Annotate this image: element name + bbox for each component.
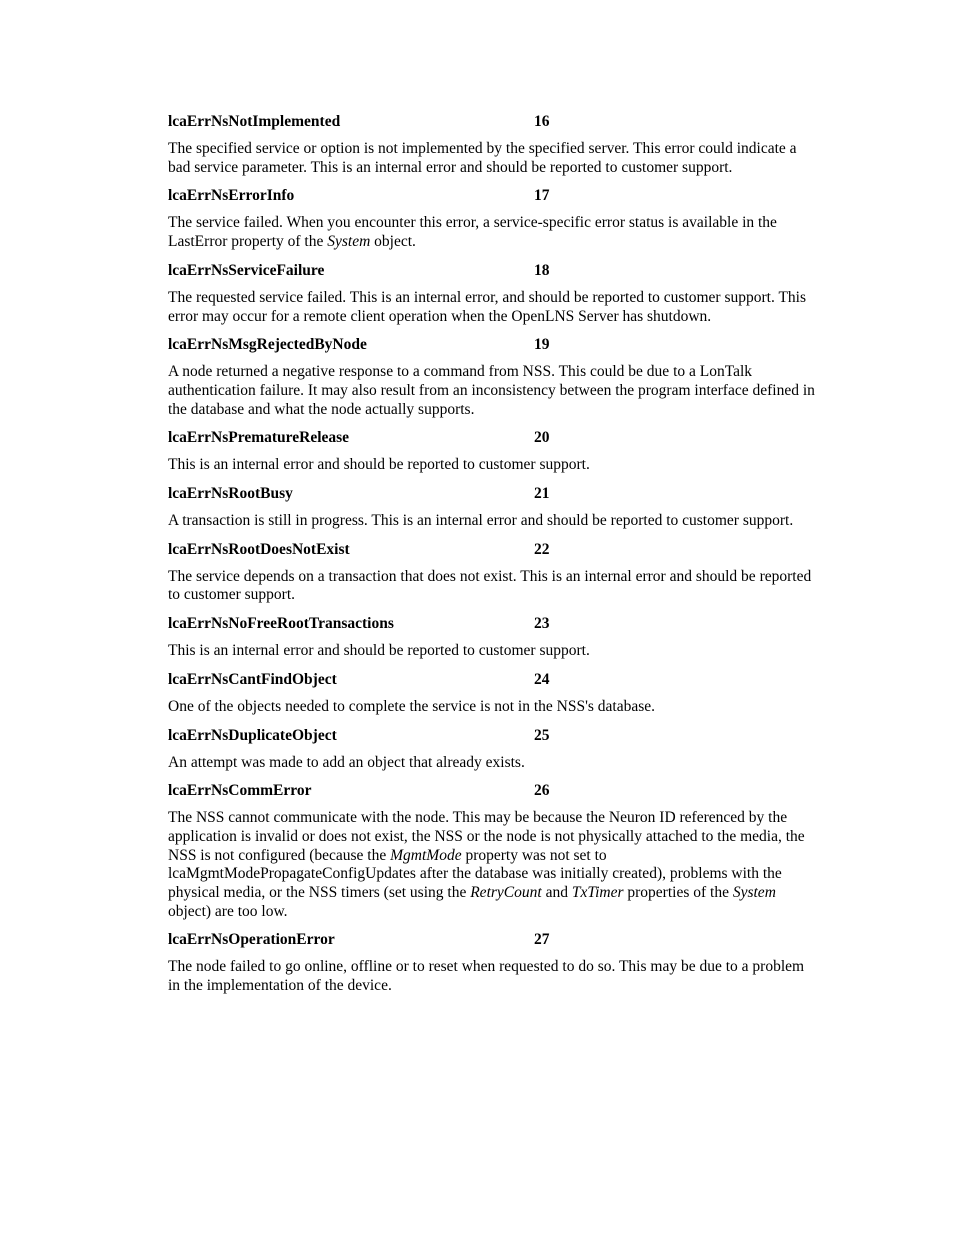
- error-description: [168, 512, 818, 531]
- error-description: [168, 642, 818, 661]
- error-code: 17: [534, 187, 550, 205]
- description-text: The service failed. When you encounter this error, a service-specific error status is available in the LastError property of the: [168, 214, 777, 251]
- error-name: lcaErrNsNotImplemented: [168, 113, 341, 130]
- error-code: 24: [534, 670, 550, 688]
- object-reference: System: [732, 884, 776, 902]
- error-entry-heading: [168, 614, 818, 633]
- error-entry: [168, 261, 818, 326]
- error-description: [168, 140, 818, 177]
- description-text: A node returned a negative response to a command from NSS. This could be due to a LonTalk authentication failure. It may also result from an inconsistency between the program interface defined in the database and what the node actually supports.: [168, 363, 815, 418]
- error-entry-heading: [168, 186, 818, 205]
- error-code: 25: [534, 726, 550, 744]
- object-reference: TxTimer: [571, 884, 624, 902]
- description-text: This is an internal error and should be reported to customer support.: [168, 456, 590, 474]
- error-name: lcaErrNsErrorInfo: [168, 187, 295, 205]
- error-description: [168, 568, 818, 605]
- error-description: [168, 958, 818, 995]
- description-text: The service depends on a transaction that does not exist. This is an internal error and should be reported to customer support.: [168, 567, 812, 604]
- error-description: [168, 456, 818, 475]
- description-text: The NSS cannot communicate with the node. This may be because the Neuron ID referenced by the application is invalid or does not exist, the NSS or the node is not physically attached to the media, the NSS is not configured (because the: [168, 809, 805, 864]
- error-name: lcaErrNsPrematureRelease: [168, 429, 350, 447]
- error-code: 19: [534, 336, 550, 354]
- error-name: lcaErrNsServiceFailure: [168, 261, 325, 279]
- error-name: lcaErrNsCommError: [168, 782, 312, 800]
- error-entry: [168, 335, 818, 419]
- description-text: The node failed to go online, offline or to reset when requested to do so. This may be due to a problem in the implementation of the device.: [168, 958, 805, 995]
- description-text: The specified service or option is not implemented by the specified server. This error could indicate a bad service parameter. This is an internal error and should be reported to customer support.: [168, 140, 797, 176]
- error-name: lcaErrNsNoFreeRootTransactions: [168, 615, 394, 633]
- description-text: and: [541, 884, 572, 902]
- error-entry-heading: [168, 670, 818, 689]
- error-code: 27: [534, 931, 550, 949]
- error-entry-heading: [168, 112, 818, 131]
- error-entry-heading: [168, 335, 818, 354]
- error-code-list: [168, 112, 818, 1005]
- description-text: This is an internal error and should be reported to customer support.: [168, 642, 590, 660]
- error-entry-heading: [168, 484, 818, 503]
- error-entry: [168, 614, 818, 661]
- error-name: lcaErrNsOperationError: [168, 931, 335, 949]
- error-name: lcaErrNsMsgRejectedByNode: [168, 336, 367, 354]
- error-entry-heading: [168, 428, 818, 447]
- description-text: One of the objects needed to complete the service is not in the NSS's database.: [168, 697, 656, 715]
- error-name: lcaErrNsDuplicateObject: [168, 726, 337, 744]
- error-entry-heading: [168, 781, 818, 800]
- error-description: [168, 754, 818, 773]
- description-text: property was not set to lcaMgmtModePropagateConfigUpdates after the database was initially created), problems with the physical media, or the NSS timers (set using the: [168, 846, 782, 902]
- error-name: lcaErrNsRootDoesNotExist: [168, 540, 350, 558]
- error-entry: [168, 930, 818, 995]
- error-description: [168, 698, 818, 717]
- error-entry-heading: [168, 261, 818, 280]
- description-text: properties of the: [623, 884, 733, 902]
- object-reference: MgmtMode: [390, 846, 462, 864]
- error-entry-heading: [168, 540, 818, 559]
- error-description: [168, 214, 818, 251]
- error-description: [168, 363, 818, 419]
- error-code: 23: [534, 615, 550, 633]
- error-entry: [168, 726, 818, 773]
- description-text: object) are too low.: [168, 902, 288, 920]
- error-entry: [168, 186, 818, 251]
- error-description: [168, 809, 818, 921]
- error-code: 16: [534, 113, 550, 130]
- error-entry-heading: [168, 726, 818, 745]
- error-code: 18: [534, 261, 550, 279]
- description-text: object.: [370, 233, 416, 251]
- error-code: 26: [534, 782, 550, 800]
- error-code: 21: [534, 485, 550, 503]
- error-name: lcaErrNsCantFindObject: [168, 670, 337, 688]
- error-entry: [168, 484, 818, 531]
- error-code: 22: [534, 540, 550, 558]
- description-text: A transaction is still in progress. This is an internal error and should be reported to customer support.: [168, 512, 794, 530]
- description-text: An attempt was made to add an object that already exists.: [168, 753, 525, 771]
- error-description: [168, 289, 818, 326]
- error-code: 20: [534, 429, 550, 447]
- error-entry: [168, 112, 818, 177]
- object-reference: System: [327, 233, 371, 251]
- object-reference: RetryCount: [470, 884, 542, 902]
- error-entry: [168, 540, 818, 605]
- error-entry: [168, 670, 818, 717]
- error-entry-heading: [168, 930, 818, 949]
- description-text: The requested service failed. This is an internal error, and should be reported to customer support. This error may occur for a remote client operation when the OpenLNS Server has shutdown.: [168, 288, 806, 325]
- error-name: lcaErrNsRootBusy: [168, 485, 293, 503]
- error-entry: [168, 428, 818, 475]
- error-entry: [168, 781, 818, 921]
